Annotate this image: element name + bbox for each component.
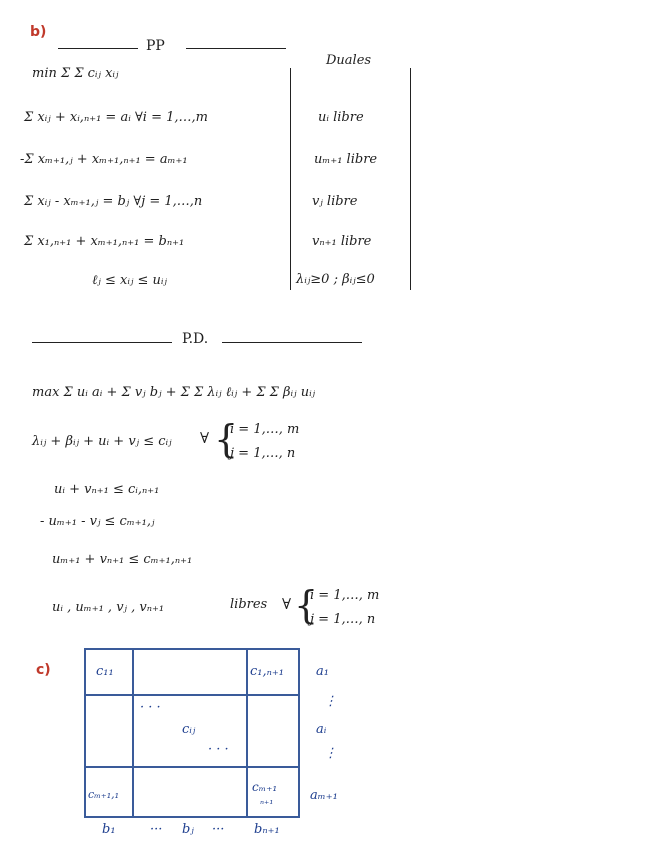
divider-right	[410, 68, 411, 290]
primal-constraint-1: Σ xᵢⱼ + xᵢ,ₙ₊₁ = aᵢ ∀i = 1,…,m	[24, 110, 208, 125]
cell-c1-n1: c₁,ₙ₊₁	[250, 664, 284, 679]
matrix-col-line-2	[246, 648, 248, 816]
cell-cm1-1: cₘ₊₁,₁	[88, 788, 120, 801]
pd-objective: max Σ uᵢ aᵢ + Σ vⱼ bⱼ + Σ Σ λᵢⱼ ℓᵢⱼ + Σ Σ βᵢⱼ uᵢⱼ	[32, 385, 316, 400]
cell-cm1-n1: cₘ₊₁	[252, 780, 278, 794]
primal-bounds: ℓⱼ ≤ xᵢⱼ ≤ uᵢⱼ	[92, 273, 167, 288]
pp-rule-left	[58, 48, 138, 49]
brace-1-i: i = 1,…, m	[230, 422, 300, 437]
pd-constraint-4: uₘ₊₁ + vₙ₊₁ ≤ cₘ₊₁,ₙ₊₁	[52, 552, 193, 567]
divider-left	[290, 68, 291, 290]
row-label-a1: a₁	[316, 664, 329, 679]
primal-constraint-4: Σ x₁,ₙ₊₁ + xₘ₊₁,ₙ₊₁ = bₙ₊₁	[24, 234, 185, 249]
col-dots-2: ···	[212, 822, 225, 837]
duales-title: Duales	[326, 53, 372, 68]
brace-1-j: j = 1,…, n	[230, 446, 296, 461]
col-label-bn1: bₙ₊₁	[254, 822, 280, 837]
matrix-row-line-2	[84, 766, 298, 768]
dual-var-2: uₘ₊₁ libre	[314, 152, 378, 167]
primal-constraint-2: -Σ xₘ₊₁,ⱼ + xₘ₊₁,ₙ₊₁ = aₘ₊₁	[20, 152, 188, 167]
brace-2-j: j = 1,…, n	[310, 612, 376, 627]
primal-constraint-3: Σ xᵢⱼ - xₘ₊₁,ⱼ = bⱼ ∀j = 1,…,n	[24, 194, 203, 209]
dual-var-1: uᵢ libre	[318, 110, 364, 125]
brace-1: {	[214, 417, 239, 461]
section-b-label: b)	[30, 24, 47, 40]
dual-var-3: vⱼ libre	[312, 194, 358, 209]
pd-rule-right	[222, 342, 362, 343]
pd-constraint-1: λᵢⱼ + βᵢⱼ + uᵢ + vⱼ ≤ cᵢⱼ	[32, 434, 172, 449]
col-label-b1: b₁	[102, 822, 116, 837]
libres-label: libres	[230, 597, 268, 612]
cell-c11: c₁₁	[96, 664, 114, 679]
pd-rule-left	[32, 342, 172, 343]
brace-2: {	[294, 583, 319, 627]
dual-var-4: vₙ₊₁ libre	[312, 234, 372, 249]
row-dots-1: ⋮	[324, 694, 337, 709]
pd-free-vars: uᵢ , uₘ₊₁ , vⱼ , vₙ₊₁	[52, 600, 165, 615]
row-label-am1: aₘ₊₁	[310, 788, 338, 803]
cell-cij: cᵢⱼ	[182, 722, 196, 737]
pd-title: P.D.	[182, 331, 209, 347]
cell-diag-dots-lower: · · ·	[208, 742, 229, 757]
pp-rule-right	[186, 48, 286, 49]
primal-objective: min Σ Σ cᵢⱼ xᵢⱼ	[32, 66, 119, 81]
matrix-row-line-1	[84, 694, 298, 696]
pd-constraint-2: uᵢ + vₙ₊₁ ≤ cᵢ,ₙ₊₁	[54, 482, 160, 497]
pd-constraint-3: - uₘ₊₁ - vⱼ ≤ cₘ₊₁,ⱼ	[40, 514, 155, 529]
cell-cm1-n1-sub: ₙ₊₁	[260, 796, 274, 807]
row-label-ai: aᵢ	[316, 722, 327, 737]
matrix-col-line-1	[132, 648, 134, 816]
forall-symbol-2: ∀	[282, 595, 292, 613]
dual-var-5: λᵢⱼ≥0 ; βᵢⱼ≤0	[296, 272, 375, 287]
col-dots-1: ···	[150, 822, 163, 837]
brace-2-i: i = 1,…, m	[310, 588, 380, 603]
cell-diag-dots-upper: · · ·	[140, 700, 161, 715]
section-c-label: c)	[36, 662, 51, 678]
col-label-bj: bⱼ	[182, 822, 194, 837]
forall-symbol-1: ∀	[200, 429, 210, 447]
pp-title: PP	[146, 38, 165, 54]
row-dots-2: ⋮	[324, 746, 337, 761]
